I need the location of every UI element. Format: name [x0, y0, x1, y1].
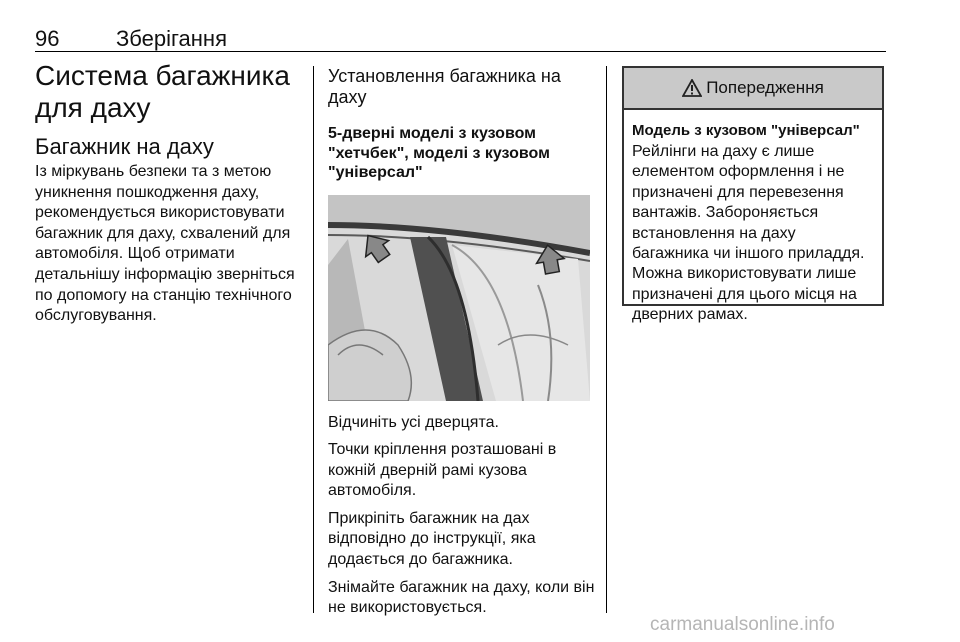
warning-box: [622, 66, 884, 324]
header-divider: [35, 51, 886, 52]
section-heading: Багажник на даху: [35, 134, 214, 159]
chapter-title: Система багажника для даху: [35, 60, 290, 123]
install-heading: Установлення багажника на даху: [328, 66, 561, 107]
step-open-doors: Відчиніть усі дверцята.: [328, 413, 499, 431]
warning-subheading: Модель з кузовом "універсал": [632, 122, 860, 139]
section-title: Зберігання: [116, 26, 227, 51]
intro-paragraph: Із міркувань безпеки та з метою уникнення пошкодження даху, рекомендується використовувати багажник для даху, схвалений для автомобіля. Щоб отримати детальнішу інформацію зверніться по допомогу на станцію технічного обслуговування.: [35, 163, 295, 325]
step-attach-rack: Прикріпіть багажник на дах відповідно до інструкції, яка додається до багажника.: [328, 509, 536, 569]
warning-heading: Попередження: [706, 78, 824, 97]
middle-column: [328, 66, 596, 619]
door-frame-drawing: [328, 195, 590, 401]
page-number: 96: [35, 26, 60, 51]
step-remove-rack: Знімайте багажник на даху, коли він не використовується.: [328, 578, 595, 617]
model-subheading: 5-дверні моделі з кузовом "хетчбек", моделі з кузовом "універсал": [328, 125, 550, 181]
column-divider-right: [606, 66, 607, 613]
warning-triangle-icon: [682, 79, 702, 97]
warning-text: Рейлінги на даху є лише елементом оформлення і не призначені для перевезення вантажів. Забороняється встановлення на даху багажника чи іншого приладдя. Можна використовувати лише призначені для цього місця на дверних рамах.: [632, 143, 865, 324]
watermark: carmanualsonline.info: [650, 614, 835, 635]
left-column: [35, 60, 305, 327]
step-mount-points: Точки кріплення розташовані в кожній дверній рамі кузова автомобіля.: [328, 441, 557, 500]
warning-header: [624, 68, 882, 110]
column-divider-left: [313, 66, 314, 613]
roof-rack-illustration: [328, 195, 590, 401]
